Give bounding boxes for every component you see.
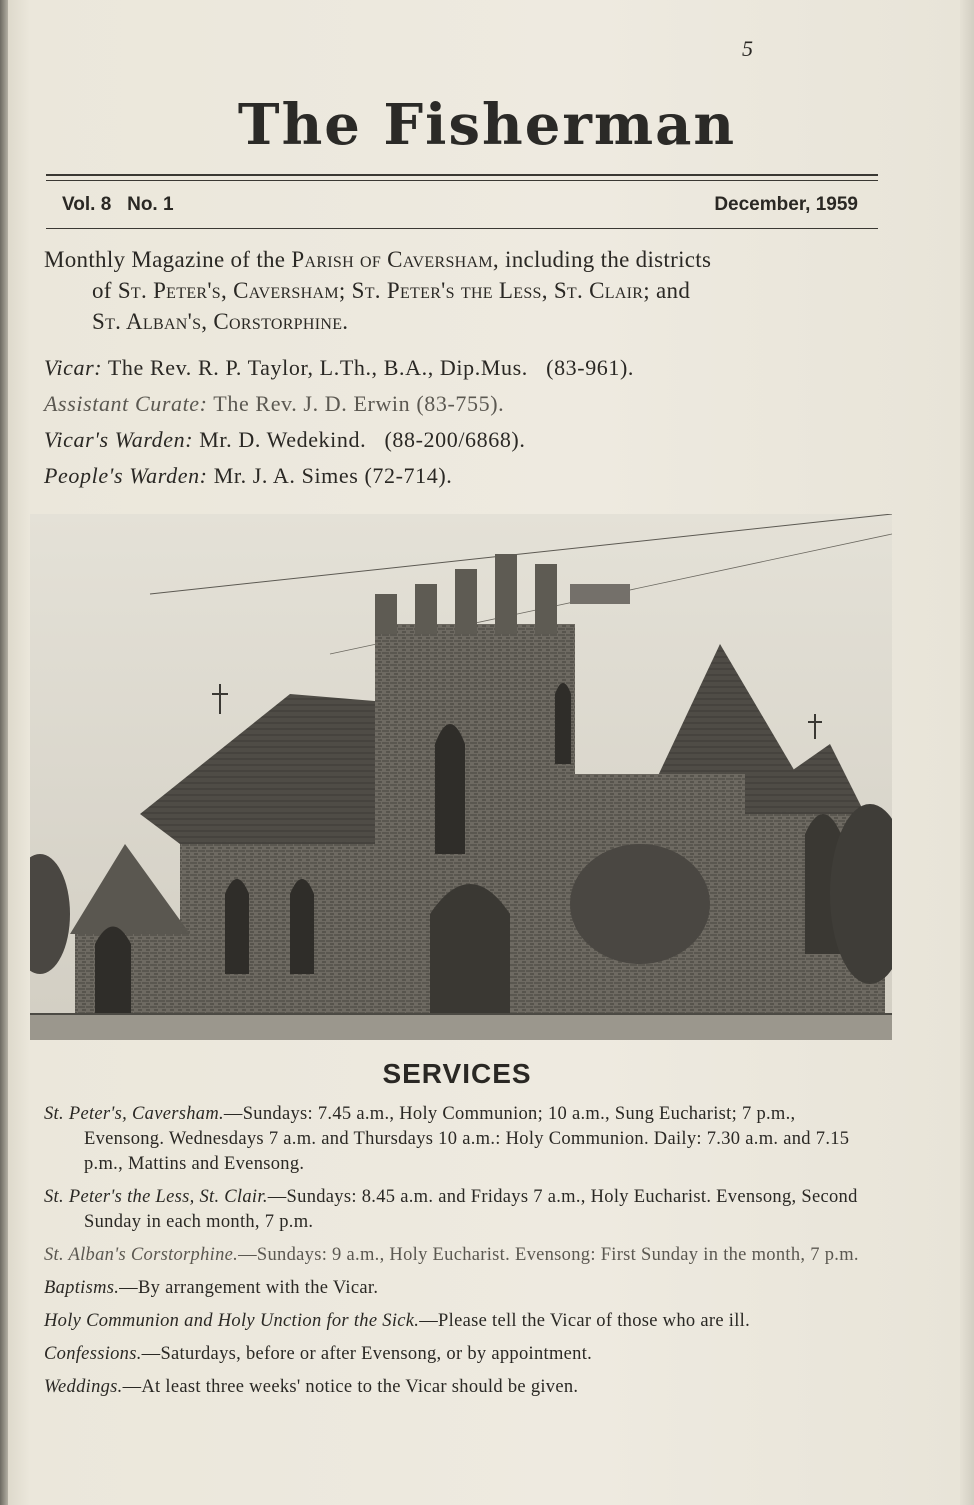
service-details: —Please tell the Vicar of those who are ill. <box>419 1311 751 1331</box>
intro-text: ; and <box>643 278 691 303</box>
clergy-role: Vicar: <box>44 355 103 380</box>
clergy-row <box>44 388 884 424</box>
clergy-details: Mr. D. Wedekind. (88-200/6868). <box>193 427 526 452</box>
page-edge <box>960 0 974 1505</box>
service-entry <box>44 1375 880 1400</box>
clergy-row <box>44 424 884 460</box>
service-details: —Sundays: 9 a.m., Holy Eucharist. Evensong: First Sunday in the month, 7 p.m. <box>238 1245 859 1265</box>
services-list <box>44 1102 880 1408</box>
masthead-rule-thin <box>46 180 878 181</box>
service-place: Baptisms. <box>44 1278 120 1298</box>
page-spine <box>0 0 8 1505</box>
district-st-albans: St. Alban's, Corstorphine <box>92 309 343 334</box>
service-details: —At least three weeks' notice to the Vicar should be given. <box>122 1377 579 1397</box>
service-entry <box>44 1342 880 1367</box>
volume-number: Vol. 8 No. 1 <box>62 194 174 215</box>
service-entry <box>44 1185 880 1235</box>
clergy-details: The Rev. R. P. Taylor, L.Th., B.A., Dip.Mus. (83-961). <box>102 355 635 380</box>
service-place: St. Peter's, Caversham. <box>44 1104 224 1124</box>
issue-date: December, 1959 <box>714 194 858 215</box>
clergy-role: Vicar's Warden: <box>44 427 194 452</box>
clergy-role: People's Warden: <box>44 463 208 488</box>
page-number: 5 <box>742 36 753 61</box>
clergy-details: Mr. J. A. Simes (72-714). <box>207 463 453 488</box>
service-place: Holy Communion and Holy Unction for the Sick. <box>44 1311 420 1331</box>
church-illustration <box>30 514 892 1040</box>
district-st-peters: St. Peter's, Caversham <box>117 278 339 303</box>
intro-text: of <box>92 278 118 303</box>
service-entry <box>44 1309 880 1334</box>
clergy-role: Assistant Curate: <box>44 391 208 416</box>
service-place: St. Alban's Corstorphine. <box>44 1245 239 1265</box>
service-entry <box>44 1102 880 1177</box>
clergy-row <box>44 460 884 496</box>
issue-rule <box>46 228 878 229</box>
service-details: —Saturdays, before or after Evensong, or by appointment. <box>141 1344 593 1364</box>
church-photograph <box>30 514 892 1040</box>
clergy-row <box>44 352 884 388</box>
service-place: Weddings. <box>44 1377 123 1397</box>
service-entry <box>44 1243 880 1268</box>
service-details: —Sundays: 7.45 a.m., Holy Communion; 10 a.m., Sung Eucharist; 7 p.m., Evensong. Wednesdays 7 a.m. and Thursdays 10 a.m.: Holy Communion. Daily: 7.30 a.m. and 7.15 p.m., Mattins and Evensong. <box>84 1104 850 1174</box>
service-place: St. Peter's the Less, St. Clair. <box>44 1187 268 1207</box>
masthead-title: The Fisherman <box>237 92 737 158</box>
intro-text: , including the districts <box>492 247 712 272</box>
service-details: —Sundays: 8.45 a.m. and Fridays 7 a.m., Holy Eucharist. Evensong, Second Sunday in each month, 7 p.m. <box>84 1187 858 1232</box>
intro-text: Monthly Magazine of the <box>44 247 292 272</box>
magazine-description <box>44 244 884 337</box>
service-entry <box>44 1276 880 1301</box>
intro-text: ; <box>338 278 352 303</box>
masthead-rule <box>46 174 878 176</box>
service-details: —By arrangement with the Vicar. <box>119 1278 379 1298</box>
service-place: Confessions. <box>44 1344 142 1364</box>
parish-name: Parish of Caversham <box>291 247 493 272</box>
issue-line <box>62 192 858 222</box>
intro-text: . <box>342 309 349 334</box>
services-heading: SERVICES <box>382 1058 532 1089</box>
clergy-details: The Rev. J. D. Erwin (83-755). <box>207 391 505 416</box>
district-st-peters-less: St. Peter's the Less, St. Clair <box>351 278 644 303</box>
clergy-list <box>44 352 884 496</box>
